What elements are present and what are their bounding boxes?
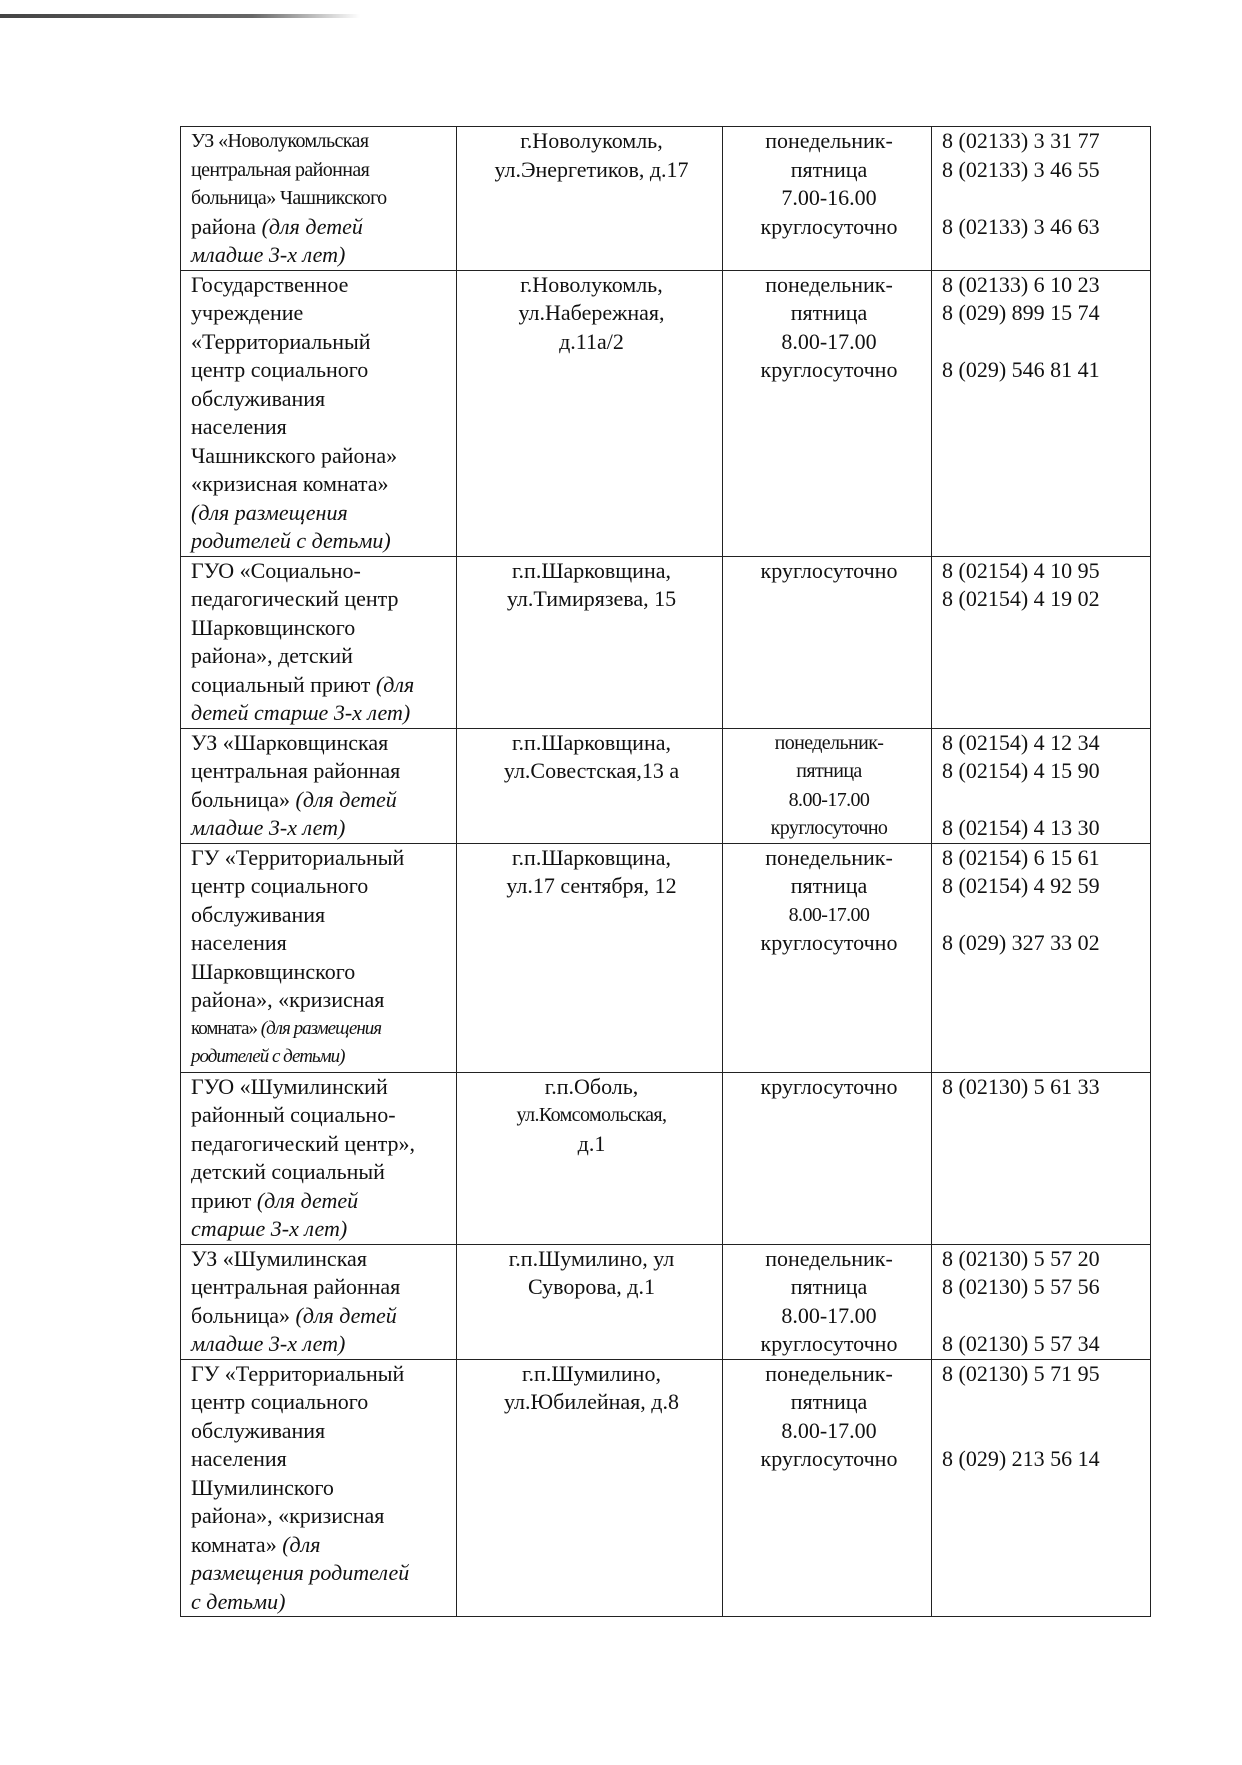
institution-name-line: [191, 499, 450, 528]
scan-edge-line: [0, 14, 360, 18]
institution-name-line: [191, 1273, 450, 1302]
institution-name-line: [191, 929, 450, 958]
institution-name-line: [191, 986, 450, 1015]
address-line: ул.Юбилейная, д.8: [504, 1389, 679, 1414]
institution-note-text: (для детей: [256, 1187, 359, 1213]
contacts-table: [180, 126, 1151, 1617]
working-hours-cell: [723, 728, 932, 843]
institution-note-text: (для размещения: [191, 499, 348, 525]
address-line: г.п.Шарковщина,: [512, 557, 671, 583]
institution-name-line: [191, 872, 450, 901]
working-hours-line: пятница: [790, 1389, 868, 1414]
institution-name-text: района», детский: [191, 643, 353, 668]
institution-name-line: [191, 1502, 450, 1531]
institution-name-text: комната»: [191, 1531, 283, 1557]
phone-line: 8 (02130) 5 61 33: [942, 1073, 1100, 1099]
institution-name-line: [191, 1215, 450, 1244]
phone-cell: [932, 1244, 1151, 1359]
phone-line: 8 (02133) 3 31 77: [942, 128, 1100, 153]
address-line: ул.Энергетиков, д.17: [494, 156, 689, 182]
address-line: д.1: [577, 1130, 606, 1156]
institution-name-line: [191, 356, 450, 385]
institution-name-line: [191, 385, 450, 414]
working-hours-line: понедельник-: [774, 731, 884, 754]
institution-name-line: [191, 241, 450, 270]
institution-name-line: [191, 1559, 450, 1588]
institution-name-line: [191, 299, 450, 328]
working-hours-line: понедельник-: [765, 271, 893, 297]
institution-note-text: младше 3-х лет): [191, 1331, 346, 1356]
institution-name-line: [191, 1474, 450, 1503]
address-cell: [457, 127, 723, 271]
address-line: г.п.Оболь,: [544, 1073, 639, 1099]
phone-cell: [932, 728, 1151, 843]
phone-line: 8 (029) 327 33 02: [942, 930, 1100, 955]
institution-name-text: Чашникского района»: [191, 442, 398, 468]
phone-line: 8 (02133) 3 46 55: [942, 156, 1100, 182]
address-line: г.п.Шумилино,: [522, 1360, 661, 1386]
phone-cell: [932, 270, 1151, 556]
phone-line: 8 (02154) 4 12 34: [942, 729, 1100, 755]
working-hours-line: 8.00-17.00: [781, 1302, 877, 1328]
working-hours-line: круглосуточно: [760, 213, 898, 239]
institution-name-line: [191, 1417, 450, 1446]
institution-name-text: педагогический центр: [191, 586, 399, 611]
institution-name-text: Шумилинского: [191, 1474, 334, 1500]
address-line: г.п.Шумилино, ул: [508, 1245, 675, 1271]
working-hours-cell: [723, 556, 932, 728]
address-cell: [457, 1244, 723, 1359]
address-line: Суворова, д.1: [528, 1274, 655, 1299]
institution-name-line: [191, 1531, 450, 1560]
institution-note-text: (для: [282, 1531, 321, 1557]
institution-note-text: размещения родителей: [191, 1560, 410, 1585]
working-hours-cell: [723, 1072, 932, 1244]
address-line: ул.17 сентября, 12: [506, 873, 677, 898]
institution-note-text: с детьми): [191, 1588, 286, 1614]
working-hours-line: круглосуточно: [770, 817, 888, 839]
working-hours-line: пятница: [790, 156, 868, 182]
institution-name-text: больница» Чашникского: [191, 187, 387, 209]
institution-note-text: младше 3-х лет): [191, 815, 346, 840]
institution-name-line: [191, 1158, 450, 1187]
institution-name-line: [191, 156, 450, 185]
institution-name-line: [191, 413, 450, 442]
institution-name-cell: [181, 843, 457, 1072]
table-row: [181, 127, 1151, 271]
institution-note-text: старше 3-х лет): [191, 1216, 348, 1241]
institution-name-text: центр социального: [191, 873, 369, 898]
address-cell: [457, 270, 723, 556]
address-line: г.Новолукомль,: [520, 271, 663, 297]
institution-name-text: районный социально-: [191, 1102, 396, 1127]
institution-note-text: (для детей: [261, 213, 363, 239]
institution-name-cell: [181, 127, 457, 271]
institution-name-text: Шарковщинского: [191, 958, 356, 984]
institution-name-text: центр социального: [191, 357, 369, 382]
table-row: [181, 843, 1151, 1072]
institution-name-text: ГУО «Шумилинский: [191, 1073, 388, 1099]
institution-name-line: [191, 1073, 450, 1102]
address-cell: [457, 556, 723, 728]
institution-name-text: Государственное: [191, 271, 349, 297]
institution-name-text: «кризисная комната»: [191, 471, 389, 496]
working-hours-line: 8.00-17.00: [788, 788, 870, 811]
phone-line: [942, 1417, 1144, 1446]
phone-cell: [932, 1072, 1151, 1244]
working-hours-line: 8.00-17.00: [788, 903, 870, 926]
phone-line: 8 (02154) 4 19 02: [942, 586, 1100, 611]
address-line: г.Новолукомль,: [520, 128, 663, 153]
institution-name-line: [191, 814, 450, 843]
working-hours-cell: [723, 127, 932, 271]
institution-name-cell: [181, 1359, 457, 1617]
institution-name-line: [191, 699, 450, 728]
institution-name-line: [191, 1588, 450, 1617]
address-cell: [457, 843, 723, 1072]
institution-name-text: УЗ «Шарковщинская: [191, 729, 389, 755]
institution-name-line: [191, 1130, 450, 1159]
institution-name-line: [191, 1015, 450, 1044]
institution-name-line: [191, 671, 450, 700]
institution-name-text: населения: [191, 930, 287, 955]
institution-name-line: [191, 1101, 450, 1130]
institution-name-text: учреждение: [191, 300, 304, 325]
phone-line: 8 (029) 546 81 41: [942, 357, 1100, 382]
address-line: ул.Тимирязева, 15: [506, 586, 677, 611]
working-hours-line: пятница: [790, 300, 868, 325]
institution-note-text: младше 3-х лет): [191, 242, 346, 267]
institution-name-text: обслуживания: [191, 1417, 326, 1443]
table-row: [181, 556, 1151, 728]
institution-name-cell: [181, 556, 457, 728]
institution-name-line: [191, 642, 450, 671]
address-line: ул.Совестская,13 а: [503, 758, 680, 783]
address-line: д.11а/2: [559, 328, 624, 354]
institution-name-text: УЗ «Шумилинская: [191, 1245, 367, 1271]
address-line: г.п.Шарковщина,: [512, 729, 671, 755]
phone-line: 8 (02133) 6 10 23: [942, 271, 1100, 297]
institution-name-line: [191, 213, 450, 242]
institution-name-text: педагогический центр»,: [191, 1130, 416, 1156]
institution-name-line: [191, 1302, 450, 1331]
institution-name-text: больница»: [191, 786, 296, 812]
phone-line: 8 (02154) 4 13 30: [942, 815, 1100, 840]
phone-line: 8 (02130) 5 57 20: [942, 1245, 1100, 1271]
institution-name-text: приют: [191, 1187, 257, 1213]
phone-line: 8 (029) 899 15 74: [942, 300, 1100, 325]
institution-name-line: [191, 757, 450, 786]
institution-name-line: [191, 470, 450, 499]
institution-name-text: комната»: [191, 1017, 261, 1039]
working-hours-line: круглосуточно: [760, 357, 898, 382]
working-hours-line: понедельник-: [765, 128, 893, 153]
table-row: [181, 1244, 1151, 1359]
phone-cell: [932, 556, 1151, 728]
table-row: [181, 728, 1151, 843]
institution-name-line: [191, 585, 450, 614]
phone-line: 8 (02154) 4 10 95: [942, 557, 1100, 583]
institution-name-text: центральная районная: [191, 1274, 401, 1299]
working-hours-cell: [723, 843, 932, 1072]
institution-name-text: «Территориальный: [191, 328, 371, 354]
institution-name-text: Шарковщинского: [191, 614, 356, 640]
institution-name-line: [191, 527, 450, 556]
institution-note-text: (для: [375, 671, 415, 697]
working-hours-line: 8.00-17.00: [781, 328, 877, 354]
institution-name-text: населения: [191, 1446, 287, 1471]
institution-name-text: центр социального: [191, 1389, 369, 1414]
table-row: [181, 1072, 1151, 1244]
institution-name-text: центральная районная: [191, 758, 401, 783]
institution-name-line: [191, 328, 450, 357]
institution-name-line: [191, 1360, 450, 1389]
institution-name-line: [191, 1330, 450, 1359]
working-hours-line: круглосуточно: [760, 1446, 898, 1471]
working-hours-line: круглосуточно: [760, 1073, 898, 1099]
phone-line: 8 (02130) 5 57 34: [942, 1331, 1100, 1356]
address-cell: [457, 1359, 723, 1617]
address-line: ул.Набережная,: [518, 300, 665, 325]
working-hours-line: 8.00-17.00: [781, 1417, 877, 1443]
institution-name-text: детский социальный: [191, 1159, 385, 1184]
working-hours-cell: [723, 270, 932, 556]
institution-name-text: центральная районная: [191, 158, 370, 181]
institution-name-text: ГУ «Территориальный: [191, 844, 405, 870]
institution-name-line: [191, 1445, 450, 1474]
institution-name-line: [191, 901, 450, 930]
working-hours-line: пятница: [790, 1274, 868, 1299]
contacts-table-body: [181, 127, 1151, 1617]
institution-name-text: района», «кризисная: [191, 1503, 385, 1528]
institution-name-line: [191, 1388, 450, 1417]
working-hours-line: 7.00-16.00: [781, 185, 877, 210]
working-hours-line: понедельник-: [765, 1360, 893, 1386]
institution-note-text: родителей с детьми): [191, 1046, 345, 1067]
institution-note-text: (для детей: [295, 786, 397, 812]
working-hours-line: понедельник-: [765, 844, 893, 870]
phone-line: [942, 1302, 1144, 1331]
phone-line: 8 (02154) 6 15 61: [942, 844, 1100, 870]
address-cell: [457, 728, 723, 843]
address-cell: [457, 1072, 723, 1244]
institution-note-text: детей старше 3-х лет): [191, 700, 411, 725]
institution-name-line: [191, 786, 450, 815]
institution-name-text: обслуживания: [191, 385, 326, 411]
working-hours-line: круглосуточно: [760, 1331, 898, 1356]
institution-name-line: [191, 844, 450, 873]
working-hours-line: понедельник-: [765, 1245, 893, 1271]
institution-name-cell: [181, 1072, 457, 1244]
phone-cell: [932, 127, 1151, 271]
working-hours-cell: [723, 1244, 932, 1359]
institution-note-text: (для детей: [295, 1302, 397, 1328]
address-line: г.п.Шарковщина,: [512, 844, 671, 870]
institution-name-text: района: [191, 213, 262, 239]
phone-line: 8 (02130) 5 71 95: [942, 1360, 1100, 1386]
institution-name-text: ГУО «Социально-: [191, 557, 361, 583]
phone-line: 8 (02133) 3 46 63: [942, 213, 1100, 239]
institution-note-text: (для размещения: [260, 1017, 382, 1039]
working-hours-cell: [723, 1359, 932, 1617]
phone-line: 8 (029) 213 56 14: [942, 1446, 1100, 1471]
institution-name-text: больница»: [191, 1302, 296, 1328]
institution-name-line: [191, 442, 450, 471]
institution-name-text: района», «кризисная: [191, 987, 385, 1012]
phone-line: [942, 1388, 1144, 1417]
institution-name-line: [191, 1043, 450, 1072]
institution-name-line: [191, 729, 450, 758]
phone-line: 8 (02130) 5 57 56: [942, 1274, 1100, 1299]
institution-name-line: [191, 127, 450, 156]
phone-cell: [932, 843, 1151, 1072]
phone-line: [942, 328, 1144, 357]
address-line: ул.Комсомольская,: [516, 1104, 667, 1126]
phone-cell: [932, 1359, 1151, 1617]
working-hours-line: круглосуточно: [760, 557, 898, 583]
institution-name-line: [191, 958, 450, 987]
table-row: [181, 270, 1151, 556]
institution-name-text: ГУ «Территориальный: [191, 1360, 405, 1386]
institution-name-line: [191, 614, 450, 643]
institution-name-cell: [181, 1244, 457, 1359]
institution-name-text: населения: [191, 414, 287, 439]
institution-name-cell: [181, 728, 457, 843]
institution-name-line: [191, 271, 450, 300]
phone-line: 8 (02154) 4 15 90: [942, 758, 1100, 783]
institution-name-cell: [181, 270, 457, 556]
institution-name-line: [191, 557, 450, 586]
working-hours-line: пятница: [796, 760, 862, 782]
institution-name-line: [191, 1245, 450, 1274]
institution-name-text: обслуживания: [191, 901, 326, 927]
institution-name-text: социальный приют: [191, 671, 376, 697]
institution-name-line: [191, 1187, 450, 1216]
table-row: [181, 1359, 1151, 1617]
phone-line: [942, 184, 1144, 213]
institution-name-line: [191, 184, 450, 213]
phone-line: 8 (02154) 4 92 59: [942, 873, 1100, 898]
working-hours-line: круглосуточно: [760, 930, 898, 955]
institution-name-text: УЗ «Новолукомльская: [191, 130, 369, 152]
phone-line: [942, 901, 1144, 930]
working-hours-line: пятница: [790, 873, 868, 898]
institution-note-text: родителей с детьми): [191, 528, 391, 553]
phone-line: [942, 786, 1144, 815]
